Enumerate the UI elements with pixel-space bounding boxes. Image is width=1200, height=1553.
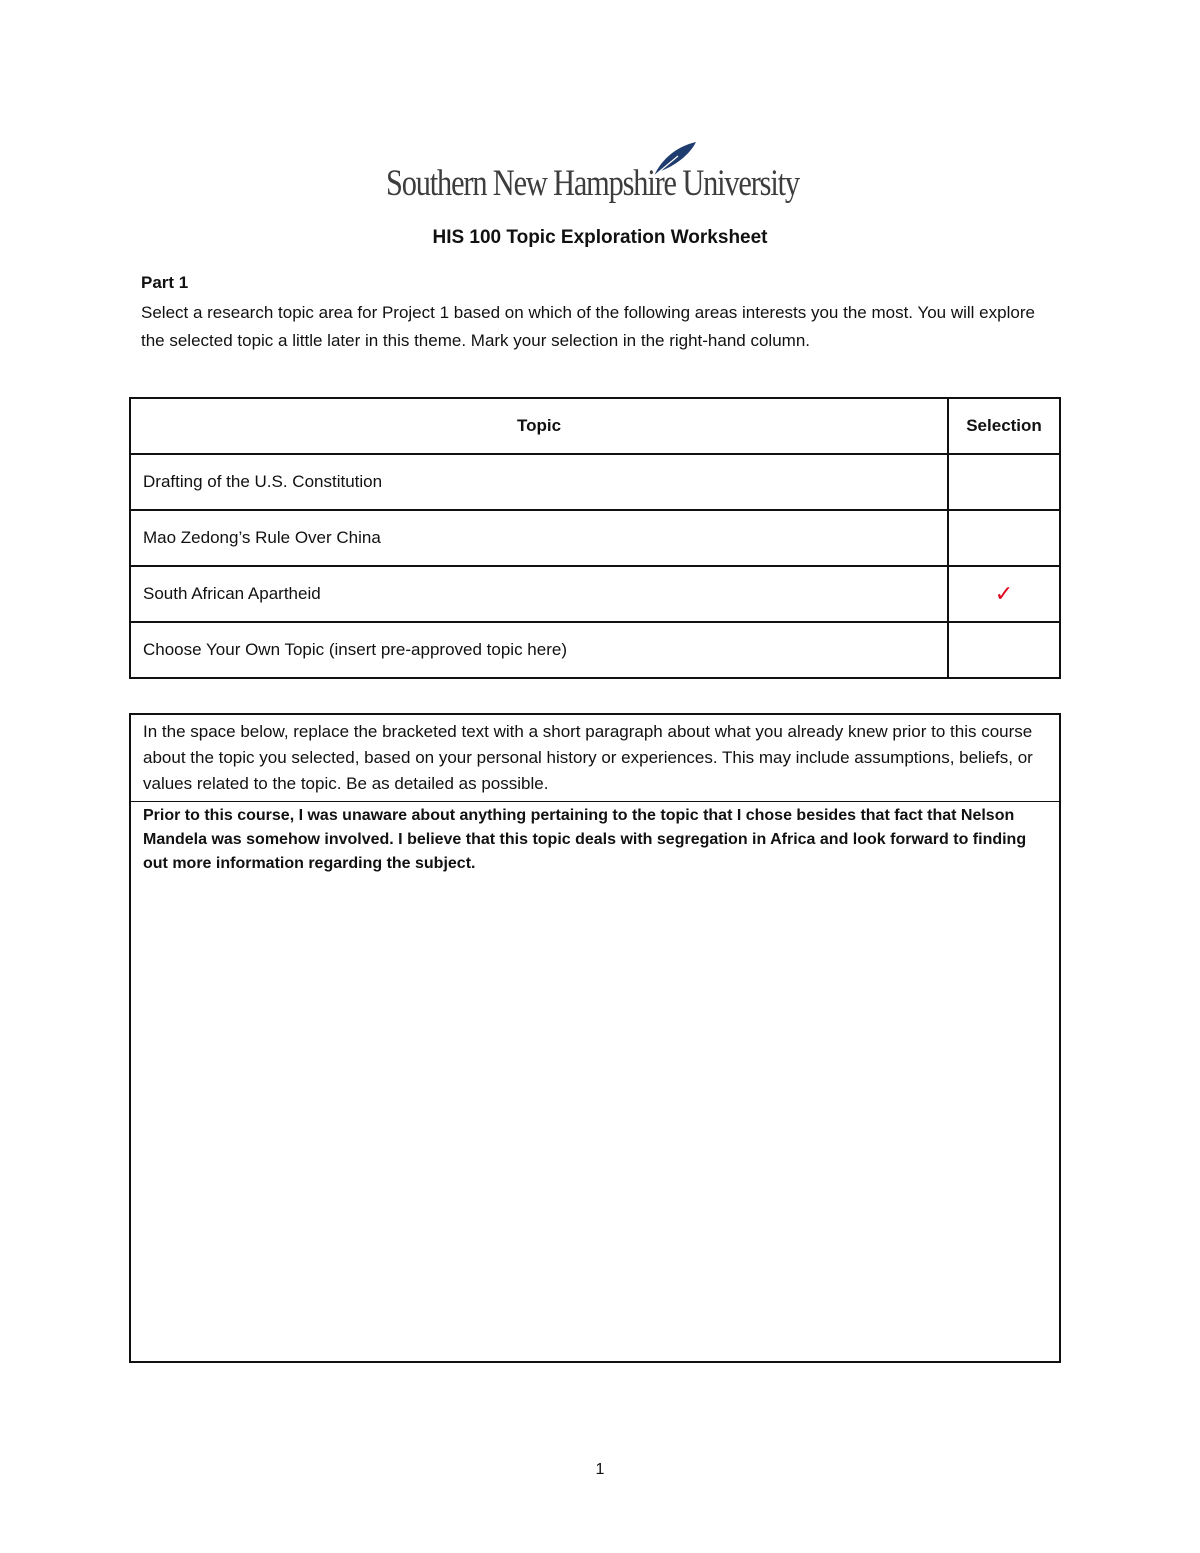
document-title: HIS 100 Topic Exploration Worksheet xyxy=(432,227,768,248)
topic-column-header: Topic xyxy=(130,398,948,454)
topic-table xyxy=(129,397,1061,679)
topic-cell: Mao Zedong’s Rule Over China xyxy=(130,510,948,566)
selection-column-header: Selection xyxy=(948,398,1060,454)
topic-cell: Drafting of the U.S. Constitution xyxy=(130,454,948,510)
topic-cell: South African Apartheid xyxy=(130,566,948,622)
prior-knowledge-prompt: In the space below, replace the bracketed text with a short paragraph about what you already knew prior to this course about the topic you selected, based on your personal history or experiences. This may include assumptions, beliefs, or values related to the topic. Be as detailed as possible. xyxy=(131,715,1059,802)
selection-cell[interactable] xyxy=(948,566,1060,622)
table-row xyxy=(130,566,1060,622)
prior-knowledge-answer[interactable]: Prior to this course, I was unaware about anything pertaining to the topic that I chose besides that fact that Nelson Mandela was somehow involved. I believe that this topic deals with segregation in Africa and look forward to finding out more information regarding the subject. xyxy=(143,807,1027,872)
prior-knowledge-box xyxy=(129,713,1061,1363)
logo-text: Southern New Hampshire University xyxy=(386,163,799,204)
table-row xyxy=(130,622,1060,678)
page-number: 1 xyxy=(595,1461,605,1478)
table-row xyxy=(130,454,1060,510)
part-heading: Part 1 xyxy=(141,273,189,292)
checkmark-icon: ✓ xyxy=(994,581,1014,606)
selection-cell[interactable] xyxy=(948,622,1060,678)
table-header-row xyxy=(130,398,1060,454)
instructions-text: Select a research topic area for Project 1 based on which of the following areas interests you the most. You will explore the selected topic a little later in this theme. Mark your selection in the right-hand column. xyxy=(141,303,1035,350)
topic-cell: Choose Your Own Topic (insert pre-approved topic here) xyxy=(130,622,948,678)
selection-cell[interactable] xyxy=(948,454,1060,510)
selection-cell[interactable] xyxy=(948,510,1060,566)
table-row xyxy=(130,510,1060,566)
university-logo xyxy=(386,140,816,210)
